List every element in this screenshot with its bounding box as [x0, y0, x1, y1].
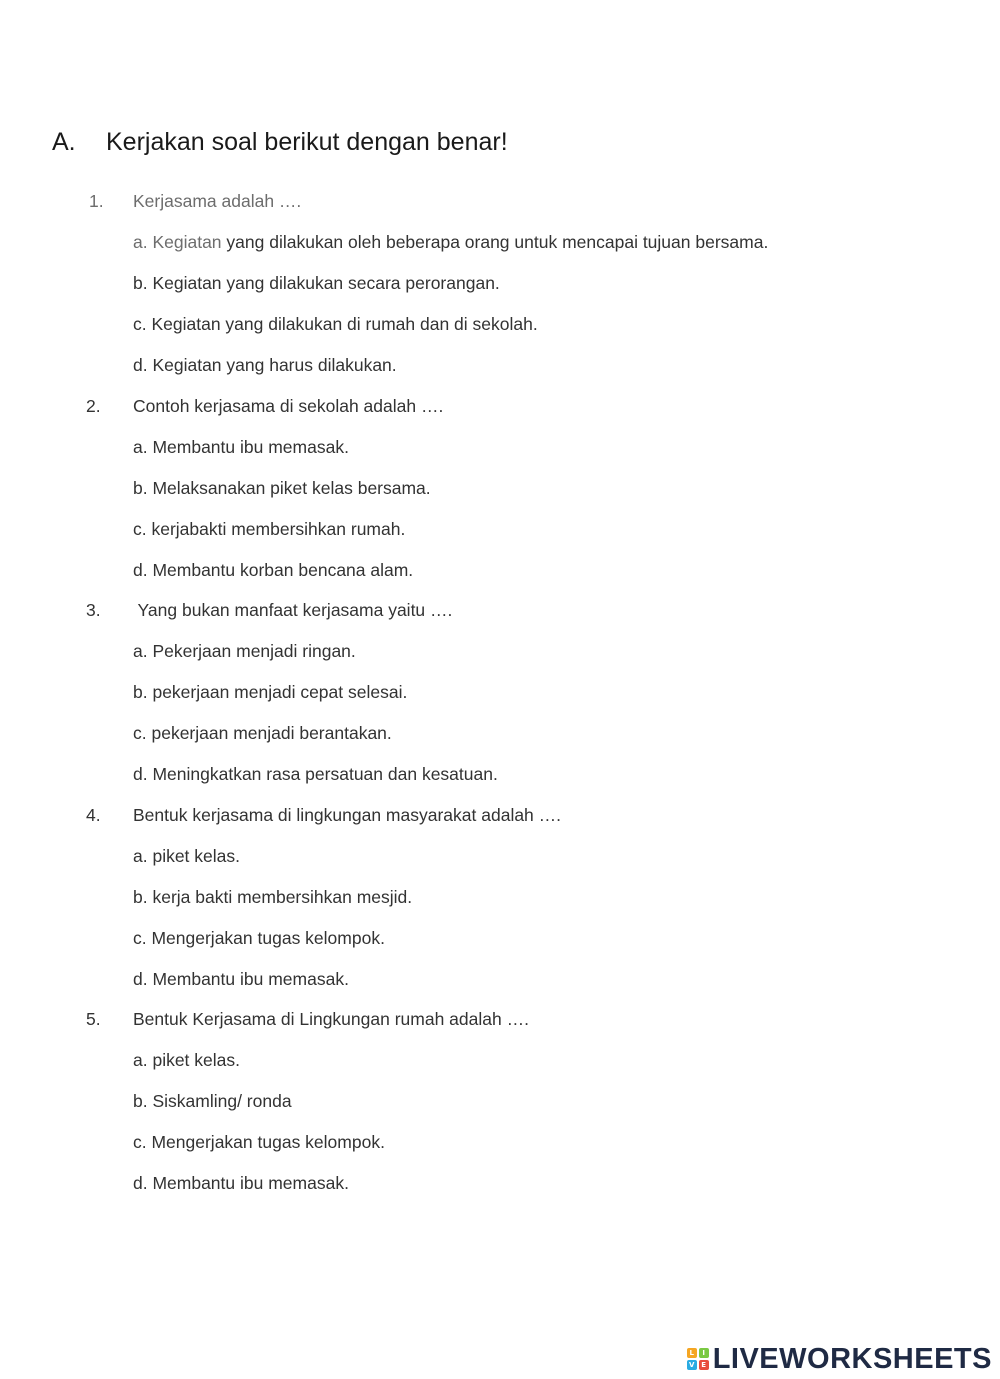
logo-square-icon: L — [687, 1348, 697, 1358]
option-text: b. Kegiatan yang dilakukan secara perorangan. — [133, 273, 500, 293]
logo-square-icon: E — [699, 1360, 709, 1370]
question-text: Contoh kerjasama di sekolah adalah …. — [133, 396, 444, 416]
option-text: a. Pekerjaan menjadi ringan. — [133, 641, 356, 661]
question-text: Bentuk Kerjasama di Lingkungan rumah adalah …. — [133, 1009, 529, 1029]
option-text: yang dilakukan oleh beberapa orang untuk mencapai tujuan bersama. — [221, 232, 769, 252]
question-number: 1. — [89, 191, 104, 211]
option-text: d. Membantu korban bencana alam. — [133, 560, 414, 580]
option-text: a. piket kelas. — [133, 846, 240, 866]
option-text: b. pekerjaan menjadi cepat selesai. — [133, 682, 408, 702]
option-prefix: a. Kegiatan — [133, 232, 222, 252]
question-number: 2. — [86, 396, 101, 416]
option-text: d. Membantu ibu memasak. — [133, 969, 349, 989]
question-text: Bentuk kerjasama di lingkungan masyarakat adalah …. — [133, 805, 562, 825]
option-text: a. Membantu ibu memasak. — [133, 437, 349, 457]
option-text: d. Meningkatkan rasa persatuan dan kesatuan. — [133, 764, 498, 784]
liveworksheets-logo-icon — [687, 1348, 709, 1370]
liveworksheets-logo — [687, 1344, 992, 1374]
question-number: 4. — [86, 805, 101, 825]
option-text: a. piket kelas. — [133, 1050, 240, 1070]
option-text: b. kerja bakti membersihkan mesjid. — [133, 887, 413, 907]
option-text: c. pekerjaan menjadi berantakan. — [133, 723, 392, 743]
option-text: c. Mengerjakan tugas kelompok. — [133, 1132, 385, 1152]
section-letter: A. — [52, 128, 76, 156]
question-number: 3. — [86, 600, 101, 620]
option-text: c. Kegiatan yang dilakukan di rumah dan di sekolah. — [133, 314, 538, 334]
question-text: Yang bukan manfaat kerjasama yaitu …. — [133, 600, 453, 620]
option-text: c. Mengerjakan tugas kelompok. — [133, 928, 385, 948]
option-text: c. kerjabakti membersihkan rumah. — [133, 519, 406, 539]
section-heading — [52, 128, 508, 157]
logo-square-icon: I — [699, 1348, 709, 1358]
option-text: d. Kegiatan yang harus dilakukan. — [133, 355, 397, 375]
option-text: d. Membantu ibu memasak. — [133, 1173, 349, 1193]
section-title: Kerjakan soal berikut dengan benar! — [106, 128, 508, 156]
question-text: Kerjasama adalah …. — [133, 191, 302, 211]
question-number: 5. — [86, 1009, 101, 1029]
option-text: b. Melaksanakan piket kelas bersama. — [133, 478, 431, 498]
option-text: b. Siskamling/ ronda — [133, 1091, 292, 1111]
logo-text: LIVEWORKSHEETS — [712, 1342, 992, 1375]
logo-square-icon: V — [687, 1360, 697, 1370]
